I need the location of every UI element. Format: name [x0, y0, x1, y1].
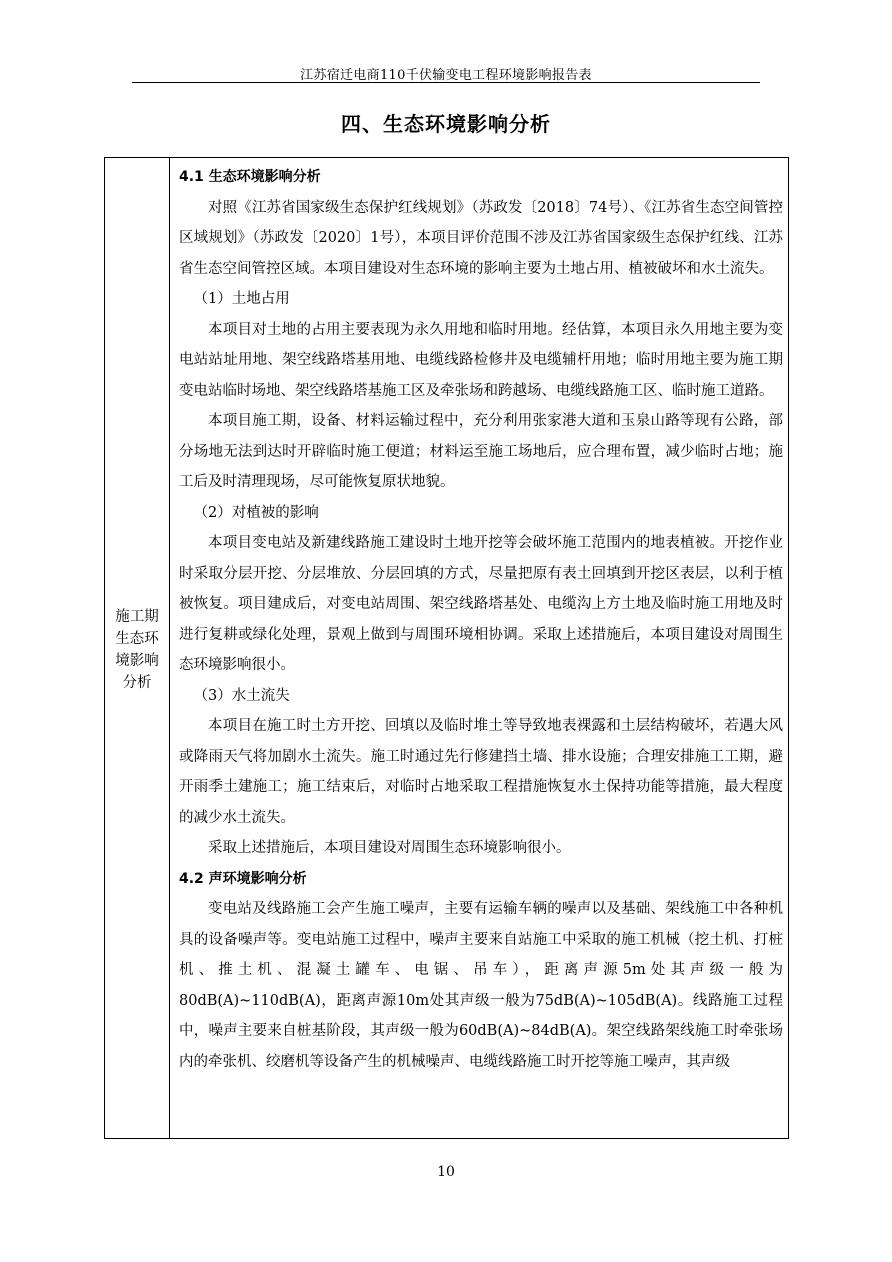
content-table [104, 157, 789, 1139]
subsection-heading: 4.2 声环境影响分析 [179, 870, 307, 887]
paragraph: 对照《江苏省国家级生态保护红线规划》（苏政发〔2018〕74号）、《江苏省生态空间管控区域规划》（苏政发〔2020〕1号），本项目评价范围不涉及江苏省国家级生态保护红线、江苏省生态空间管控区域。本项目建设对生态环境的影响主要为土地占用、植被破坏和水土流失。 [179, 199, 783, 277]
item-heading: （2）对植被的影响 [193, 504, 319, 521]
paragraph: 本项目施工期，设备、材料运输过程中，充分利用张家港大道和玉泉山路等现有公路，部分场地无法到达时开辟临时施工便道；材料运至施工场地后，应合理布置，减少临时占地；施工后及时清理现场，尽可能恢复原状地貌。 [179, 413, 783, 490]
row-label [105, 606, 169, 694]
row-label-line: 境影响 [115, 653, 159, 669]
section-title: 四、生态环境影响分析 [341, 112, 551, 136]
page-number: 10 [437, 1164, 455, 1180]
paragraph: 本项目变电站及新建线路施工建设时土地开挖等会破坏施工范围内的地表植被。开挖作业时采取分层开挖、分层堆放、分层回填的方式，尽量把原有表土回填到开挖区表层，以利于植被恢复。项目建成后，对变电站周围、架空线路塔基处、电缆沟上方土地及临时施工用地及时进行复耕或绿化处理，景观上做到与周围环境相协调。采取上述措施后，本项目建设对周围生态环境影响很小。 [179, 535, 783, 673]
row-label-line: 分析 [122, 675, 152, 691]
row-label-line: 施工期 [115, 609, 159, 625]
column-divider [169, 158, 170, 1138]
item-heading: （1）土地占用 [193, 291, 290, 307]
header-rule [132, 82, 760, 83]
row-label-line: 生态环 [115, 631, 159, 647]
paragraph: 本项目在施工时土方开挖、回填以及临时堆土等导致地表裸露和土层结构破坏，若遇大风或降雨天气将加剧水土流失。施工时通过先行修建挡土墙、排水设施；合理安排施工工期，避开雨季土建施工；施工结束后，对临时占地采取工程措施恢复水土保持功能等措施，最大程度的减少水土流失。 [179, 718, 783, 826]
paragraph: 本项目对土地的占用主要表现为永久用地和临时用地。经估算，本项目永久用地主要为变电站站址用地、架空线路塔基用地、电缆线路检修井及电缆辅杆用地；临时用地主要为施工期变电站临时场地、架空线路塔基施工区及牵张场和跨越场、电缆线路施工区、临时施工道路。 [179, 321, 783, 399]
item-heading: （3）水土流失 [193, 687, 290, 704]
content-cell [179, 162, 783, 1077]
running-header: 江苏宿迁电商110千伏输变电工程环境影响报告表 [300, 68, 592, 83]
paragraph: 采取上述措施后，本项目建设对周围生态环境影响很小。 [208, 840, 571, 856]
paragraph: 变电站及线路施工会产生施工噪声，主要有运输车辆的噪声以及基础、架线施工中各种机具的设备噪声等。变电站施工过程中，噪声主要来自站施工中采取的施工机械（挖土机、打桩机、推土机、混凝土罐车、电锯、吊车），距离声源5m处其声级一般为80dB(A)~110dB(A)，距离声源10m处其声级一般为75dB(A)~105dB(A)。线路施工过程中，噪声主要来自桩基阶段，其声级一般为60dB(A)~84dB(A)。架空线路架线施工时牵张场内的牵张机、绞磨机等设备产生的机械噪声、电缆线路施工时开挖等施工噪声，其声级 [179, 901, 783, 1070]
subsection-heading: 4.1 生态环境影响分析 [179, 169, 321, 185]
